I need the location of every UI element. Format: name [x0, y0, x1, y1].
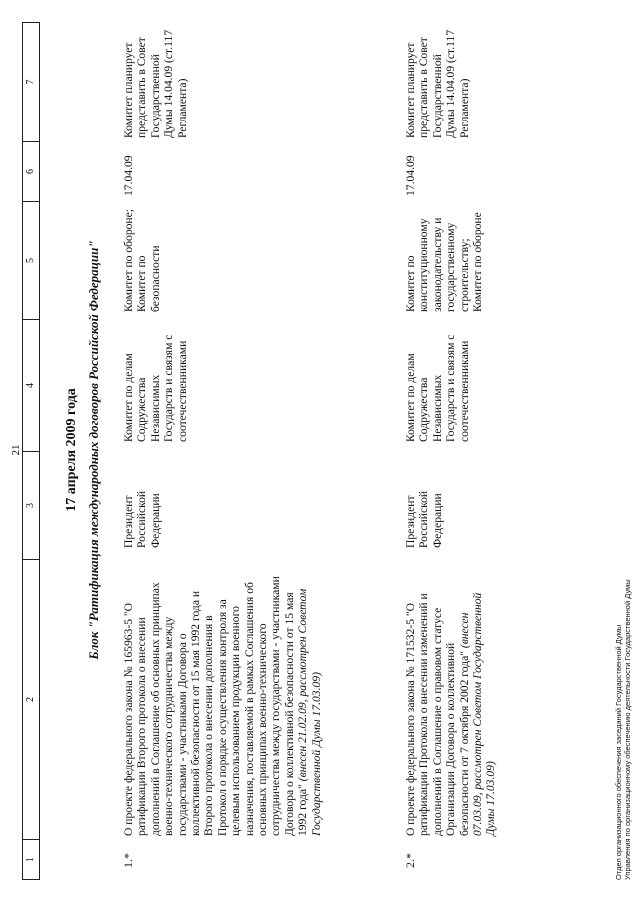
column-header-6: 6 — [23, 141, 39, 201]
column-header-3: 3 — [23, 451, 39, 559]
item-date: 17.04.09 — [122, 155, 135, 196]
bill-title: О проекте федерального закона № 171532-5 "О ратификации Протокола о внесении изменений и дополнений в Соглашение о правовом статусе Организации Договора о коллективной безопасности от 7 октября 2002 года" — [404, 593, 471, 836]
bill-title: О проекте федерального закона № 165963-5 "О ратификации Второго протокола о внесении дополнений в Соглашение об основных принципах военно-технического сотрудничества между государствами - участниками Договора о коллективной безопасности от 15 мая 1992 года и Второго протокола о внесении дополнения в Протокол о порядке осуществления контроля за целевым использованием продукции военного назначения, поставляемой в рамках Соглашения об основных принципах военно-технического сотрудничества между государствами - участниками Договора о коллективной безопасности от 15 мая 1992 года" — [122, 576, 310, 836]
co-executor-committees: Комитет по обороне; Комитет по безопасности — [122, 208, 162, 312]
item-comment: Комитет планирует представить в Совет Государственной Думы 14.04.09 (ст.117 Регламента) — [404, 29, 471, 138]
responsible-committee: Комитет по делам Содружества Независимых Государств и связям с соотечественниками — [122, 334, 189, 442]
column-header-4: 4 — [23, 319, 39, 451]
item-comment: Комитет планирует представить в Совет Государственной Думы 14.04.09 (ст.117 Регламента) — [122, 29, 189, 138]
item-number: 1.* — [121, 853, 135, 868]
column-header-1: 1 — [23, 839, 39, 879]
column-header-2: 2 — [23, 559, 39, 839]
footer-line-2: Управления по организационному обеспечению деятельности Государственной Думы — [623, 579, 632, 880]
item-date: 17.04.09 — [404, 155, 417, 196]
responsible-committee: Комитет по делам Содружества Независимых Государств и связям с соотечественниками — [404, 334, 471, 442]
column-header-7: 7 — [25, 79, 36, 85]
item-number: 2.* — [403, 853, 417, 868]
footer — [614, 579, 632, 880]
page-number: 21 — [10, 444, 22, 456]
block-title: Блок "Ратификация международных договоров Российской Федерации" — [86, 240, 101, 660]
item-initiator: Президент Российской Федерации — [122, 490, 162, 548]
item-description — [404, 574, 498, 836]
date-title: 17 апреля 2009 года — [64, 388, 79, 512]
co-executor-committees: Комитет по конституционному законодательству и государственному строительству; Комитет по обороне — [404, 212, 485, 312]
column-number-header — [22, 22, 40, 880]
column-header-5: 5 — [23, 201, 39, 319]
bill-note: (внесен 21.02.09, рассмотрен Советом Государственной Думы 17.03.09) — [296, 588, 323, 836]
item-description — [122, 574, 323, 836]
bill-note: (внесен 07.03.09, рассмотрен Советом Государственной Думы 17.03.09) — [457, 592, 498, 836]
item-initiator: Президент Российской Федерации — [404, 490, 444, 548]
footer-line-1: Отдел организационного обеспечения заседаний Государственной Думы — [614, 624, 623, 880]
